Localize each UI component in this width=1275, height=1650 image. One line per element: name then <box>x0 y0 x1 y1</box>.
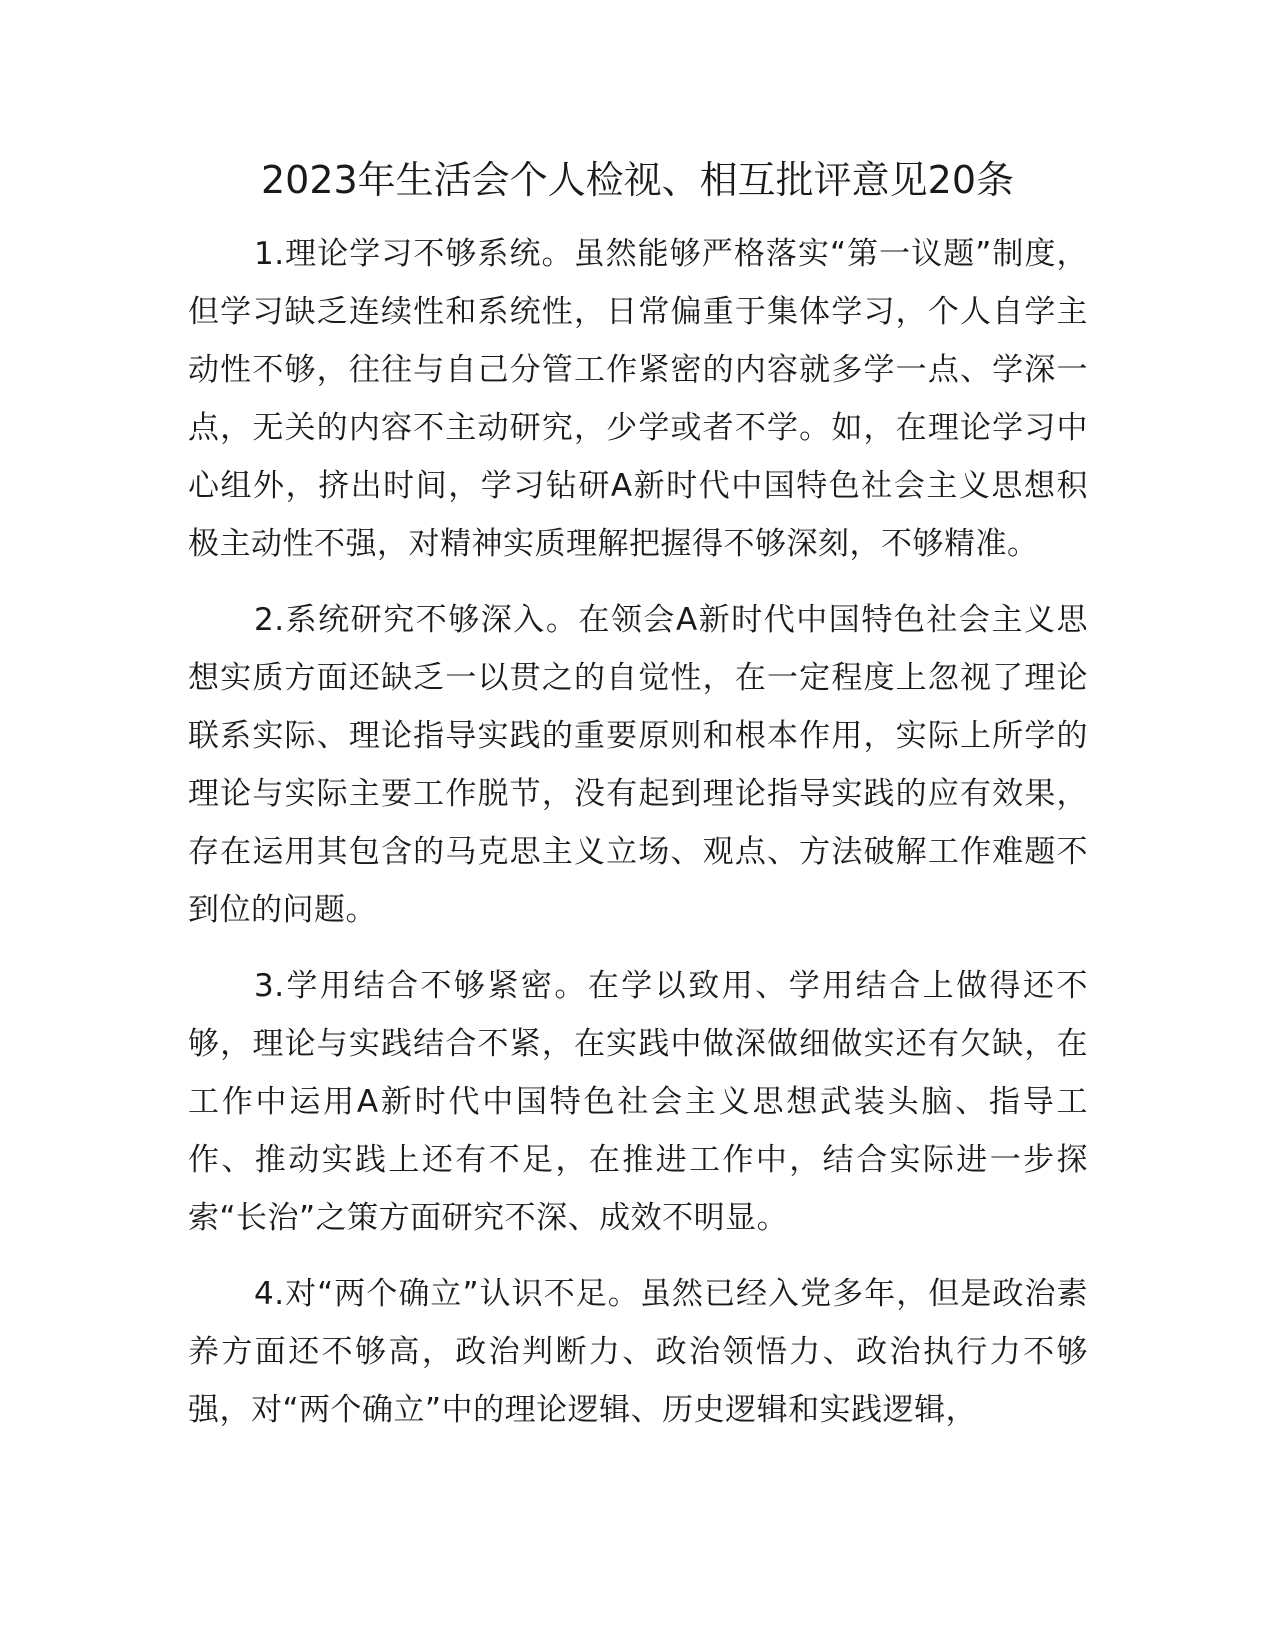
document-title: 2023年生活会个人检视、相互批评意见20条 <box>260 158 1015 202</box>
document-body <box>188 225 1088 1457</box>
paragraph-1: 1.理论学习不够系统。虽然能够严格落实“第一议题”制度，但学习缺乏连续性和系统性，日常偏重于集体学习，个人自学主动性不够，往往与自己分管工作紧密的内容就多学一点、学深一点，无关的内容不主动研究，少学或者不学。如，在理论学习中心组外，挤出时间，学习钻研A新时代中国特色社会主义思想积极主动性不强，对精神实质理解把握得不够深刻，不够精准。 <box>188 236 1088 562</box>
paragraph-4: 4.对“两个确立”认识不足。虽然已经入党多年，但是政治素养方面还不够高，政治判断力、政治领悟力、政治执行力不够强，对“两个确立”中的理论逻辑、历史逻辑和实践逻辑， <box>188 1276 1088 1428</box>
paragraph-3: 3.学用结合不够紧密。在学以致用、学用结合上做得还不够，理论与实践结合不紧，在实践中做深做细做实还有欠缺，在工作中运用A新时代中国特色社会主义思想武装头脑、指导工作、推动实践上还有不足，在推进工作中，结合实际进一步探索“长治”之策方面研究不深、成效不明显。 <box>188 968 1088 1236</box>
paragraph-2: 2.系统研究不够深入。在领会A新时代中国特色社会主义思想实质方面还缺乏一以贯之的自觉性，在一定程度上忽视了理论联系实际、理论指导实践的重要原则和根本作用，实际上所学的理论与实际主要工作脱节，没有起到理论指导实践的应有效果，存在运用其包含的马克思主义立场、观点、方法破解工作难题不到位的问题。 <box>188 602 1088 928</box>
